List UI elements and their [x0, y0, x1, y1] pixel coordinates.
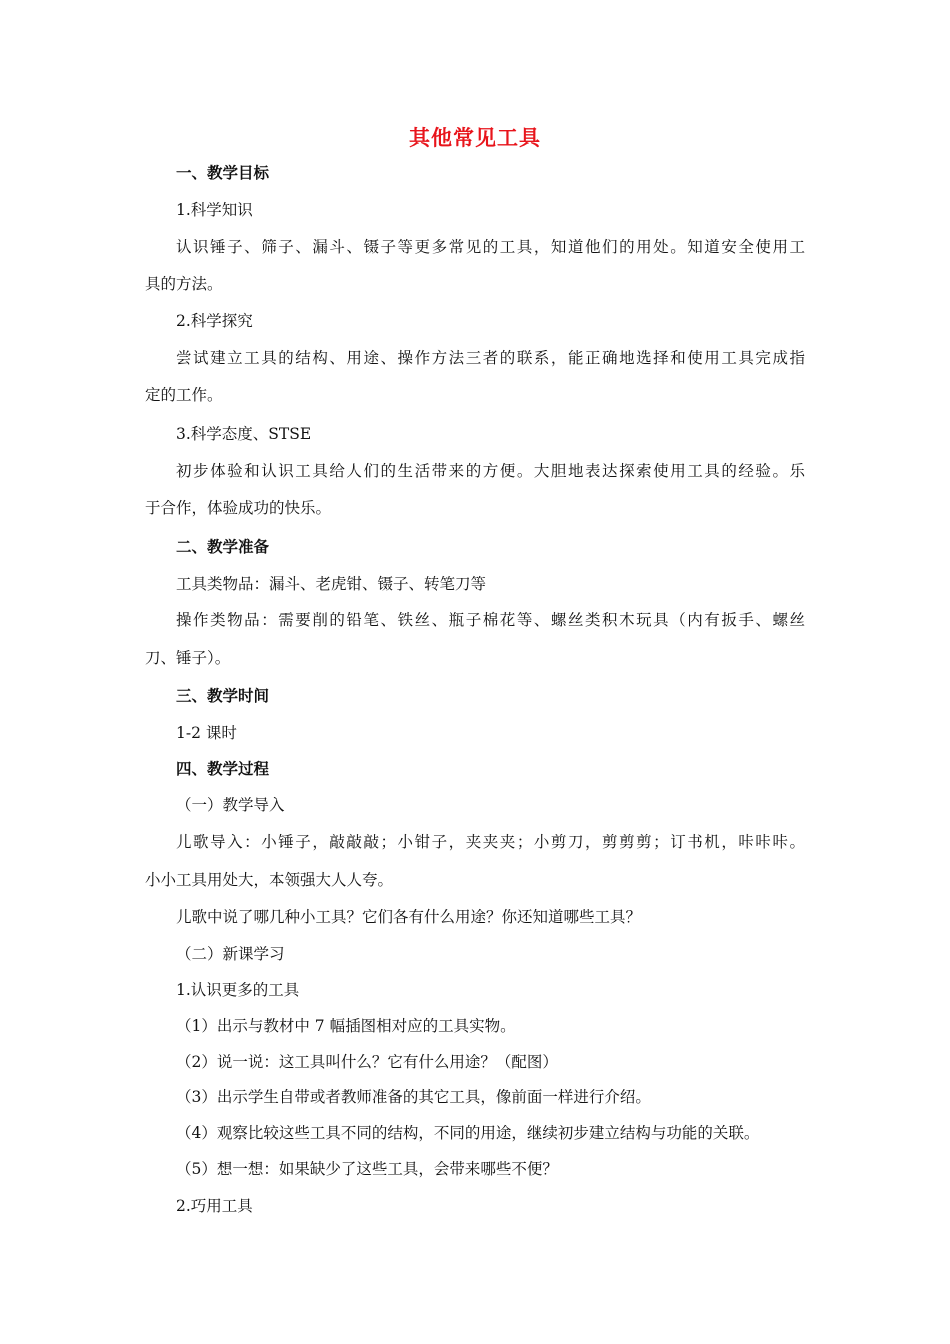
- subheading-new-lesson: （二）新课学习: [176, 945, 285, 963]
- section-heading-process: 四、教学过程: [176, 760, 270, 778]
- paragraph-line: 工具类物品：漏斗、老虎钳、镊子、转笔刀等: [176, 575, 487, 593]
- paragraph-line: 尝试建立工具的结构、用途、操作方法三者的联系，能正确地选择和使用工具完成指: [176, 349, 805, 367]
- section-heading-time: 三、教学时间: [176, 687, 270, 705]
- paragraph-line: 定的工作。: [145, 386, 223, 404]
- paragraph-line: 儿歌中说了哪几种小工具？它们各有什么用途？你还知道哪些工具？: [176, 908, 642, 926]
- paragraph-line: 认识锤子、筛子、漏斗、镊子等更多常见的工具，知道他们的用处。知道安全使用工: [176, 238, 805, 256]
- paragraph-line: 于合作，体验成功的快乐。: [145, 499, 332, 517]
- subheading-science-knowledge: 1.科学知识: [176, 201, 253, 219]
- paragraph-line: 儿歌导入：小锤子，敲敲敲；小钳子，夹夹夹；小剪刀，剪剪剪；订书机，咔咔咔。: [176, 833, 805, 851]
- section-heading-preparation: 二、教学准备: [176, 538, 270, 556]
- list-item: （2）说一说：这工具叫什么？它有什么用途？（配图）: [176, 1053, 558, 1071]
- paragraph-line: 初步体验和认识工具给人们的生活带来的方便。大胆地表达探索使用工具的经验。乐: [176, 462, 805, 480]
- paragraph-line: 操作类物品：需要削的铅笔、铁丝、瓶子棉花等、螺丝类积木玩具（内有扳手、螺丝: [176, 611, 805, 629]
- list-item: （5）想一想：如果缺少了这些工具，会带来哪些不便？: [176, 1160, 558, 1178]
- subheading-know-more-tools: 1.认识更多的工具: [176, 981, 300, 999]
- section-heading-goals: 一、教学目标: [176, 164, 270, 182]
- paragraph-line: 具的方法。: [145, 275, 223, 293]
- subheading-science-attitude: 3.科学态度、STSE: [176, 425, 312, 443]
- paragraph-line: 刀、锤子）。: [145, 649, 231, 667]
- list-item: （3）出示学生自带或者教师准备的其它工具，像前面一样进行介绍。: [176, 1088, 651, 1106]
- list-item: （4）观察比较这些工具不同的结构，不同的用途，继续初步建立结构与功能的关联。: [176, 1124, 760, 1142]
- subheading-introduction: （一）教学导入: [176, 796, 285, 814]
- paragraph-line: 小小工具用处大，本领强大人人夸。: [145, 871, 394, 889]
- subheading-use-tools: 2.巧用工具: [176, 1197, 253, 1215]
- list-item: （1）出示与教材中 7 幅插图相对应的工具实物。: [176, 1017, 516, 1035]
- subheading-science-inquiry: 2.科学探究: [176, 312, 253, 330]
- paragraph-line: 1-2 课时: [176, 724, 237, 742]
- document-title: 其他常见工具: [409, 126, 541, 150]
